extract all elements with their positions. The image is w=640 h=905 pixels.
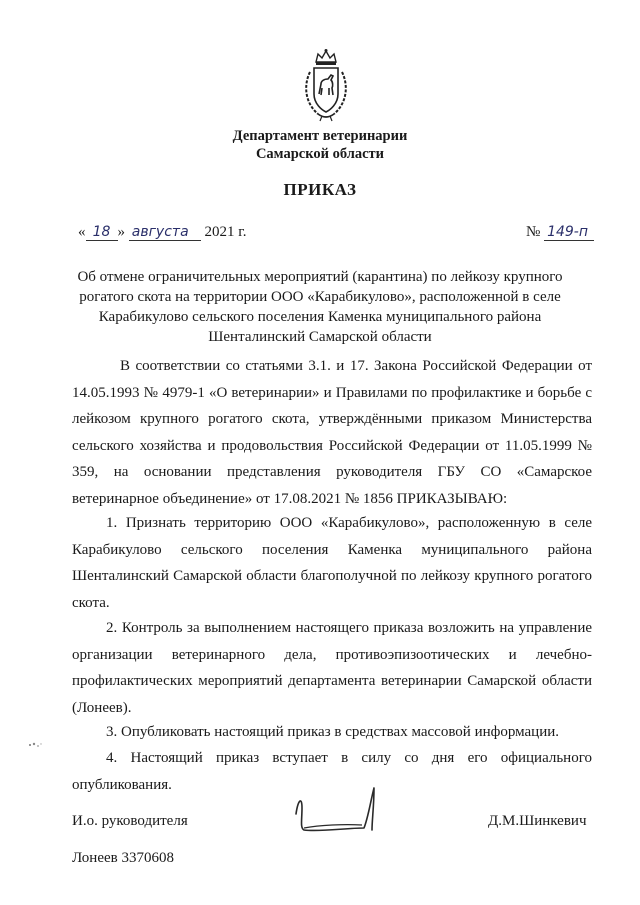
executor-info: Лонеев 3370608	[72, 850, 174, 866]
date-close-quote: »	[117, 224, 125, 240]
order-subject: Об отмене ограничительных мероприятий (карантина) по лейкозу крупного рогатого скота на территории ООО «Карабикулово», расположенной в селе Карабикулово сельского поселения Каменка муниципального района Шенталинский Самарской области	[77, 269, 563, 345]
date-month: августа	[129, 224, 201, 241]
scan-smudge	[26, 740, 44, 750]
order-number-prefix: №	[526, 224, 541, 240]
date-year: 2021 г.	[204, 224, 247, 240]
order-number	[526, 224, 594, 241]
order-item-4: 4. Настоящий приказ вступает в силу со дня его официального опубликования.	[72, 750, 592, 793]
document-title: ПРИКАЗ	[283, 180, 357, 199]
preamble-paragraph: В соответствии со статьями 3.1. и 17. Закона Российской Федерации от 14.05.1993 № 4979-1 «О ветеринарии» и Правилами по профилактике и борьбе с лейкозом крупного рогатого скота, утверждёнными приказом Министерства сельского хозяйства и продовольствия Российской Федерации от 11.05.1999 № 359, на основании представления руководителя ГБУ СО «Самарское ветеринарное объединение» от 17.08.2021 № 1856 ПРИКАЗЫВАЮ:	[72, 358, 592, 507]
date-day: 18	[86, 224, 118, 241]
department-name-line1: Департамент ветеринарии	[232, 128, 408, 144]
department-name-line2: Самарской области	[255, 146, 385, 162]
order-item-1: 1. Признать территорию ООО «Карабикулово», расположенную в селе Карабикулово сельского поселения Каменка муниципального района Шенталинский Самарской области благополучной по лейкозу крупного рогатого скота.	[72, 515, 592, 611]
date-open-quote: «	[78, 224, 86, 240]
order-date	[78, 224, 246, 241]
order-item-2: 2. Контроль за выполнением настоящего приказа возложить на управление организации ветеринарного дела, противоэпизоотических и лечебно-профилактических мероприятий департамента ветеринарии Самарской области (Лонеев).	[72, 620, 592, 716]
handwritten-signature	[290, 778, 390, 838]
signatory-role: И.о. руководителя	[72, 813, 188, 829]
order-item-3: 3. Опубликовать настоящий приказ в средствах массовой информации.	[106, 724, 560, 740]
coat-of-arms-icon	[300, 48, 352, 122]
order-number-value: 149-п	[544, 224, 594, 241]
signatory-name: Д.М.Шинкевич	[488, 813, 587, 829]
